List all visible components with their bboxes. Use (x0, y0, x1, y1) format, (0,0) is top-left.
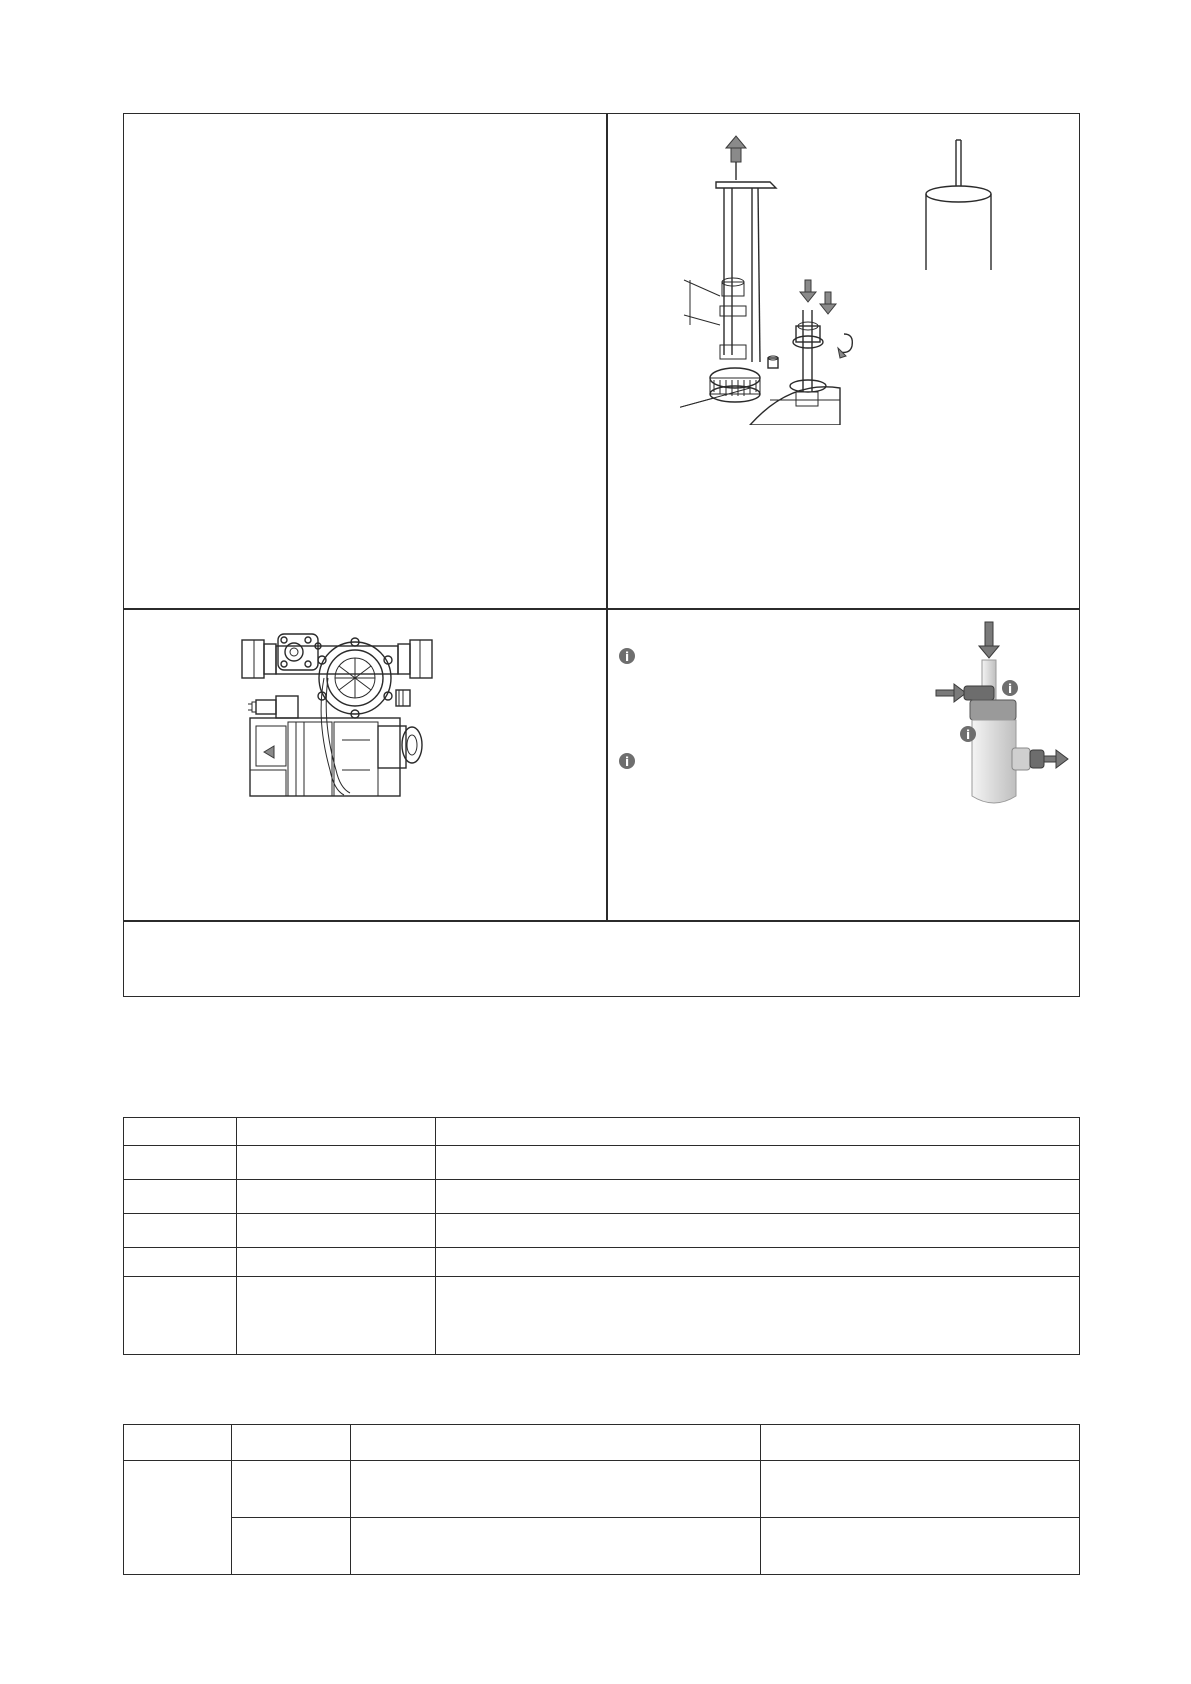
info-icon: i (1007, 682, 1013, 696)
filter-housing-diagram (900, 620, 1080, 810)
table-row (124, 1214, 1080, 1248)
distributor-tube-diagram (924, 138, 994, 270)
table-row (124, 1277, 1080, 1355)
table-cell (761, 1461, 1080, 1518)
table-cell (351, 1461, 761, 1518)
svg-text:i: i (624, 650, 630, 664)
table-row (124, 1518, 1080, 1575)
table-cell (436, 1214, 1080, 1248)
grid-vertical-divider (606, 113, 608, 921)
table-cell (237, 1180, 436, 1214)
table-cell (761, 1518, 1080, 1575)
table-row (124, 1118, 1080, 1146)
info-icon: i (965, 728, 971, 742)
grid-horizontal-divider-2 (123, 920, 1080, 922)
table-cell (237, 1146, 436, 1180)
table-cell (124, 1214, 237, 1248)
table-cell (436, 1248, 1080, 1277)
rod-tank-insertion-diagram (680, 130, 890, 425)
grid-horizontal-divider-1 (123, 608, 1080, 610)
table-row (124, 1180, 1080, 1214)
table-row (124, 1146, 1080, 1180)
table-cell (124, 1180, 237, 1214)
table-cell (237, 1248, 436, 1277)
table-cell (436, 1180, 1080, 1214)
table-cell (237, 1214, 436, 1248)
control-valve-diagram (238, 630, 438, 805)
svg-text:i: i (624, 755, 630, 769)
table-cell (124, 1118, 237, 1146)
table-header-cell (351, 1425, 761, 1461)
table-row (124, 1248, 1080, 1277)
table-cell (436, 1277, 1080, 1355)
table-header-cell (124, 1425, 232, 1461)
table-header-cell (232, 1425, 351, 1461)
table-cell (351, 1518, 761, 1575)
info-icon (618, 647, 636, 665)
table-cell (124, 1248, 237, 1277)
table-cell (436, 1146, 1080, 1180)
parameter-table (123, 1117, 1080, 1355)
table-header-row (124, 1425, 1080, 1461)
table-cell (237, 1118, 436, 1146)
table-cell (124, 1277, 237, 1355)
table-cell (232, 1518, 351, 1575)
specification-table (123, 1424, 1080, 1575)
table-header-cell (761, 1425, 1080, 1461)
table-row (124, 1461, 1080, 1518)
table-cell (436, 1118, 1080, 1146)
info-icon (618, 752, 636, 770)
table-cell (237, 1277, 436, 1355)
table-cell (124, 1461, 232, 1575)
table-cell (232, 1461, 351, 1518)
table-cell (124, 1146, 237, 1180)
